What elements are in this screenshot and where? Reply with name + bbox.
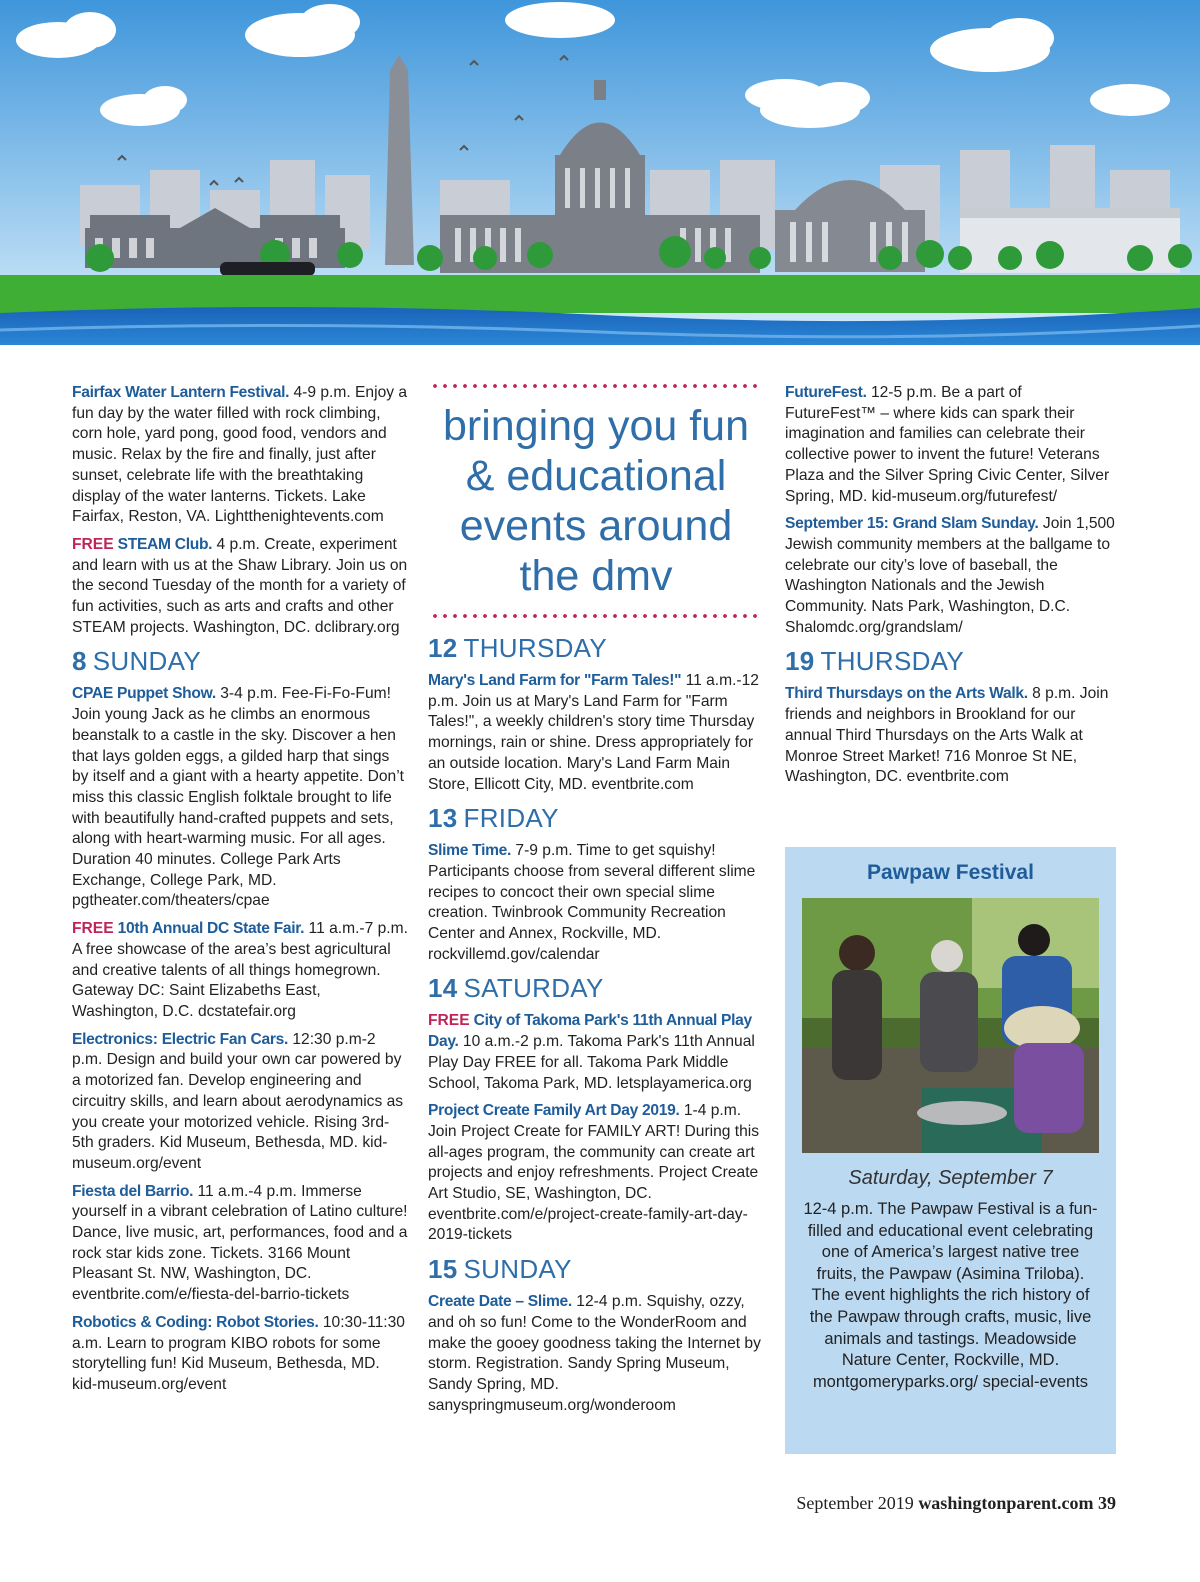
- dc-skyline-illustration: [0, 0, 1200, 345]
- event-title: City of Takoma Park's 11th Annual Play Day.: [428, 1012, 752, 1051]
- dotted-divider: [430, 613, 762, 619]
- event-cpae-puppet-show: [72, 684, 408, 912]
- event-title: FutureFest.: [785, 384, 867, 401]
- tagline-line: bringing you fun: [443, 402, 749, 450]
- pawpaw-heading: Pawpaw Festival: [867, 861, 1034, 884]
- event-body: 4-9 p.m. Enjoy a fun day by the water filled with rock climbing, corn hole, yard pong, good food, vendors and music. Relax by the fire and finally, just after sunset, celebrate life with the breathtaking display of the water lanterns. Tickets. Lake Fairfax, Reston, VA. Lightthenightevents.com: [72, 384, 408, 526]
- page-footer: [796, 1493, 1116, 1514]
- day-number: 12: [428, 633, 458, 663]
- event-title: Robotics & Coding: Robot Stories.: [72, 1313, 319, 1331]
- event-title: Electronics: Electric Fan Cars.: [72, 1030, 289, 1048]
- day-name: THURSDAY: [820, 646, 965, 677]
- event-fairfax-water-lantern: [72, 383, 408, 528]
- event-title: Fiesta del Barrio.: [72, 1182, 194, 1200]
- day-heading-19: [785, 646, 1115, 676]
- free-label: FREE: [72, 920, 114, 938]
- event-electric-fan-cars: [72, 1030, 408, 1175]
- event-body: 12-4 p.m. Squishy, ozzy, and oh so fun! Come to the WonderRoom and make the gooey goodness taking the Internet by storm. Registration. Sandy Spring Museum, Sandy Spring, MD. sanyspringmuseum.org/wonderoom: [428, 1293, 761, 1414]
- event-title: STEAM Club.: [113, 535, 213, 553]
- day-number: 13: [428, 803, 458, 834]
- tagline-line: the dmv: [519, 552, 673, 600]
- day-heading-13: [428, 803, 764, 833]
- event-futurefest: [785, 383, 1115, 507]
- footer-month: September 2019: [796, 1493, 919, 1513]
- event-project-create: [428, 1101, 764, 1246]
- event-body: 7-9 p.m. Time to get squishy! Participants choose from several different slime recipes to concoct their own special slime creation. Twinbrook Community Recreation Center and Annex, Rockville, MD. rockvillemd.gov/calendar: [428, 842, 756, 963]
- free-label: FREE: [428, 1012, 470, 1030]
- event-title: Create Date – Slime.: [428, 1293, 572, 1311]
- day-heading-14: [428, 973, 764, 1003]
- event-title: CPAE Puppet Show.: [72, 685, 216, 703]
- page-number: 39: [1093, 1493, 1116, 1513]
- events-column-3: [785, 383, 1115, 795]
- event-steam-club: [72, 535, 408, 639]
- event-title: 10th Annual DC State Fair.: [113, 920, 305, 938]
- event-body: 12-5 p.m. Be a part of FutureFest™ – where kids can spark their imagination and families can celebrate their collective power to invent the future! Veterans Plaza and the Silver Spring Civic Center, Silver Spring, MD. kid-museum.org/futurefest/: [785, 384, 1110, 505]
- event-body: 8 p.m. Join friends and neighbors in Brookland for our annual Third Thursdays on the Arts Walk at Monroe Street Market! 716 Monroe St NE, Washington, DC. eventbrite.com: [785, 685, 1109, 786]
- event-body: 11 a.m.-12 p.m. Join us at Mary's Land Farm for "Farm Tales!", a weekly children's story time Thursday mornings, rain or shine. Dress appropriately for an outside location. Mary's Land Farm Main Store, Ellicott City, MD. eventbrite.com: [428, 672, 759, 793]
- day-number: 8: [72, 646, 87, 677]
- day-number: 19: [785, 646, 815, 677]
- event-dc-state-fair: [72, 919, 408, 1023]
- event-body: 11 a.m.-7 p.m. A free showcase of the area’s best agricultural and creative talents of all things homegrown. Gateway DC: Saint Elizabeths East, Washington, D.C. dcstatefair.org: [72, 920, 408, 1020]
- event-body: 10 a.m.-2 p.m. Takoma Park's 11th Annual Play Day FREE for all. Takoma Park Middle School, Takoma Park, MD. letsplayamerica.org: [428, 1033, 755, 1092]
- tagline-line: events around: [459, 502, 733, 550]
- event-title: September 15: Grand Slam Sunday.: [785, 515, 1039, 533]
- event-title: Fairfax Water Lantern Festival.: [72, 384, 290, 401]
- tagline: [428, 401, 764, 601]
- day-name: THURSDAY: [463, 633, 608, 663]
- event-create-date-slime: [428, 1292, 764, 1416]
- pawpaw-festival-box: [785, 847, 1116, 1454]
- event-body: 3-4 p.m. Fee-Fi-Fo-Fum! Join young Jack as he climbs an enormous beanstalk to a castle in the sky. Discover a hen that lays golden eggs, a gilded harp that sings by itself and a giant with a hearty appetite. Don’t miss this classic English folktale brought to life with beautifully hand-crafted puppets and sets, along with heart-warming music. For all ages. Duration 40 minutes. College Park Arts Exchange, College Park, MD. pgtheater.com/theaters/cpae: [72, 685, 404, 910]
- event-body: 10:30-11:30 a.m. Learn to program KIBO robots for some storytelling fun! Kid Museum, Bethesda, MD. kid-museum.org/event: [72, 1313, 405, 1393]
- event-body: Join 1,500 Jewish community members at the ballgame to celebrate our city’s love of baseball, the Washington Nationals and the Jewish Community. Nats Park, Washington, D.C. Shalomdc.org/grandslam/: [785, 515, 1115, 636]
- day-number: 15: [428, 1254, 458, 1285]
- event-title: Project Create Family Art Day 2019.: [428, 1102, 680, 1120]
- events-column-2: [428, 383, 764, 1423]
- event-body: 11 a.m.-4 p.m. Immerse yourself in a vibrant celebration of Latino culture! Dance, live music, art, performances, food and a rock star kids zone. Tickets. 3166 Mount Pleasant St. NW, Washington, DC. eventbrite.com/e/fiesta-del-barrio-tickets: [72, 1182, 408, 1304]
- day-name: SUNDAY: [463, 1254, 572, 1285]
- event-grand-slam-sunday: [785, 514, 1115, 638]
- event-farm-tales: [428, 671, 764, 795]
- event-third-thursdays: [785, 684, 1115, 788]
- events-column-1: [72, 383, 408, 1403]
- event-takoma-play-day: [428, 1011, 764, 1094]
- tagline-line: & educational: [465, 452, 727, 500]
- event-slime-time: [428, 841, 764, 965]
- event-fiesta-del-barrio: [72, 1182, 408, 1306]
- day-name: FRIDAY: [463, 803, 559, 834]
- event-body: 1-4 p.m. Join Project Create for FAMILY ART! During this all-ages program, the community can create art projects and enjoy refreshments. Project Create Art Studio, SE, Washington, DC. eventbrite.com/e/project-create-family-art-day-2019-tickets: [428, 1102, 760, 1244]
- event-title: Mary's Land Farm for "Farm Tales!": [428, 672, 682, 689]
- dotted-divider: [430, 383, 762, 389]
- event-title: Third Thursdays on the Arts Walk.: [785, 685, 1028, 703]
- footer-site: washingtonparent.com: [918, 1493, 1094, 1513]
- day-name: SUNDAY: [92, 646, 201, 677]
- event-body: 4 p.m. Create, experiment and learn with us at the Shaw Library. Join us on the second Tuesday of the month for a variety of fun activities, such as arts and crafts and other STEAM projects. Washington, DC. dclibrary.org: [72, 535, 408, 636]
- free-label: FREE: [72, 535, 114, 553]
- pawpaw-description: 12-4 p.m. The Pawpaw Festival is a fun-filled and educational event celebrating one of America’s largest native tree fruits, the Pawpaw (Asimina Triloba). The event highlights the rich history of the Pawpaw through crafts, music, live animals and tastings. Meadowside Nature Center, Rockville, MD. montgomeryparks.org/ special-events: [803, 1200, 1098, 1391]
- event-body: 12:30 p.m-2 p.m. Design and build your own car powered by a motorized fan. Develop engineering and circuitry skills, and learn about aerodynamics as you create your motorized vehicle. Rising 3rd-5th graders. Kid Museum, Bethesda, MD. kid-museum.org/event: [72, 1030, 404, 1172]
- festival-photo: [802, 898, 1099, 1153]
- day-heading-8: [72, 646, 408, 676]
- day-number: 14: [428, 973, 458, 1004]
- pawpaw-date: Saturday, September 7: [848, 1167, 1053, 1189]
- event-robot-stories: [72, 1313, 408, 1396]
- day-name: SATURDAY: [463, 973, 604, 1004]
- day-heading-15: [428, 1254, 764, 1284]
- event-title: Slime Time.: [428, 842, 512, 860]
- day-heading-12: [428, 633, 764, 663]
